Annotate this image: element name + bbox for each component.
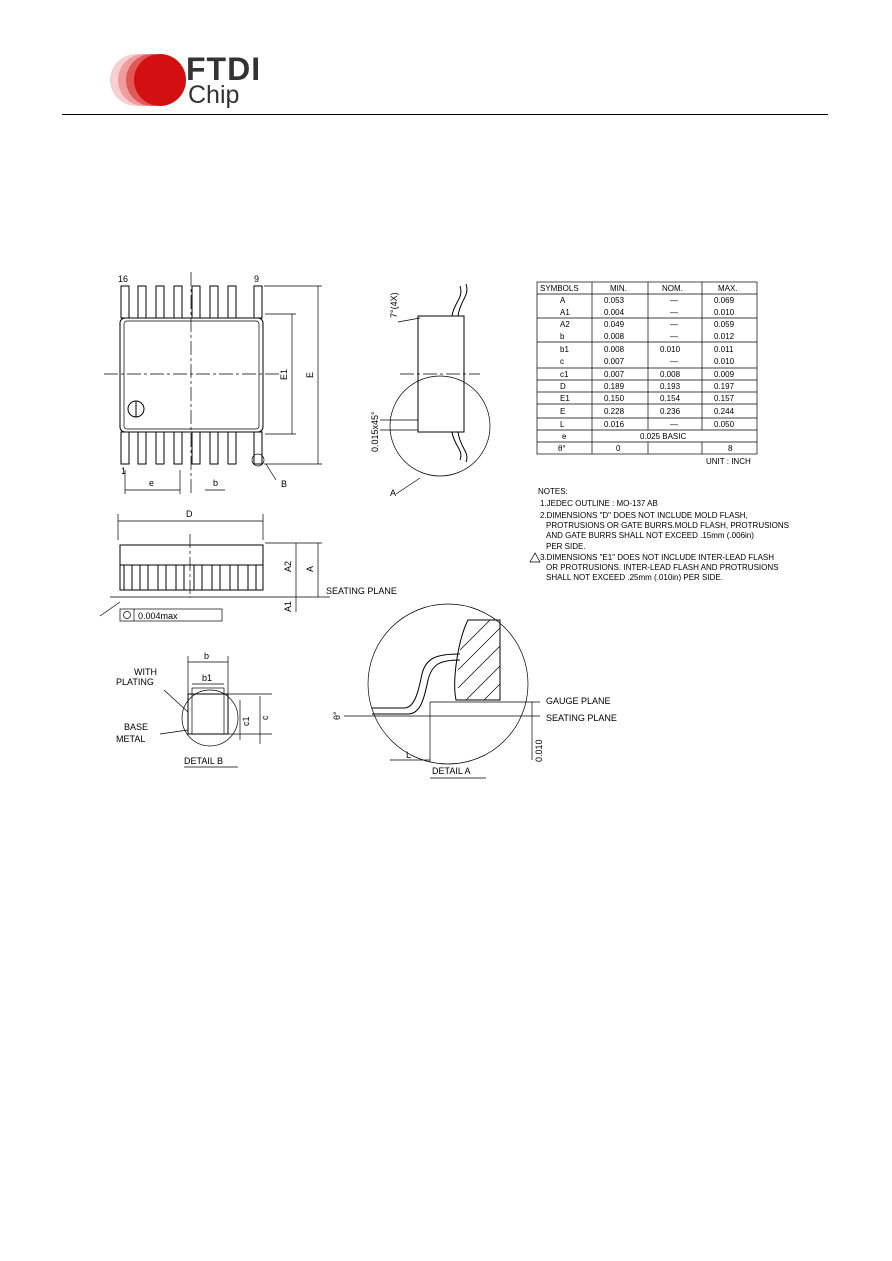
- logo-subtitle: Chip: [188, 81, 240, 109]
- note-2-line2: PROTRUSIONS OR GATE BURRS.MOLD FLASH, PROTRUSIONS: [546, 521, 789, 530]
- table-row: [560, 320, 735, 329]
- svg-text:0.157: 0.157: [714, 394, 735, 403]
- table-row: [562, 432, 686, 441]
- table-row: [560, 407, 735, 416]
- svg-text:0.154: 0.154: [660, 394, 681, 403]
- pin-16-label: 16: [118, 274, 129, 284]
- svg-text:E1: E1: [560, 394, 570, 403]
- lead-angle-label: 7°(4X): [389, 292, 399, 318]
- dim-e-label: e: [149, 478, 155, 488]
- svg-text:—: —: [670, 296, 678, 305]
- notes-title: NOTES:: [538, 487, 568, 496]
- with-plating-line1: WITH: [134, 667, 157, 677]
- table-header-min: MIN.: [610, 284, 627, 293]
- svg-text:—: —: [670, 308, 678, 317]
- table-row: [560, 382, 735, 391]
- svg-text:0.053: 0.053: [604, 296, 625, 305]
- svg-text:0.016: 0.016: [604, 420, 625, 429]
- detail-b-dim-c: c: [260, 715, 270, 720]
- svg-text:A1: A1: [560, 308, 570, 317]
- svg-text:—: —: [670, 320, 678, 329]
- svg-text:—: —: [670, 357, 678, 366]
- note-1: 1.JEDEC OUTLINE : MO-137 AB: [540, 499, 658, 508]
- note-2-line1: 2.DIMENSIONS "D" DOES NOT INCLUDE MOLD FLASH,: [540, 511, 748, 520]
- svg-text:0.050: 0.050: [714, 420, 735, 429]
- detail-b-view: [116, 651, 272, 767]
- note-2-line4: PER SIDE.: [546, 542, 586, 551]
- svg-text:0.069: 0.069: [714, 296, 735, 305]
- seating-plane-label: SEATING PLANE: [326, 586, 397, 596]
- svg-text:0.059: 0.059: [714, 320, 735, 329]
- svg-text:L: L: [560, 420, 565, 429]
- svg-text:0.008: 0.008: [604, 332, 625, 341]
- svg-text:0.007: 0.007: [604, 357, 625, 366]
- detail-b-dim-c1: c1: [241, 716, 251, 726]
- pin-1-label: 1: [121, 466, 127, 476]
- note-3-line3: SHALL NOT EXCEED .25mm (.010in) PER SIDE.: [546, 573, 723, 582]
- svg-text:0.193: 0.193: [660, 382, 681, 391]
- svg-text:D: D: [560, 382, 566, 391]
- note-2-line3: AND GATE BURRS SHALL NOT EXCEED .15mm (.006in): [546, 531, 754, 540]
- with-plating-line2: PLATING: [116, 677, 154, 687]
- table-row: [560, 357, 735, 366]
- dim-a2-label: A2: [283, 560, 293, 572]
- svg-text:0.007: 0.007: [604, 370, 625, 379]
- dim-e1-label: E1: [279, 368, 289, 380]
- detail-b-ref: B: [281, 479, 288, 489]
- front-view: [100, 509, 397, 621]
- svg-text:—: —: [670, 420, 678, 429]
- base-metal-line2: METAL: [116, 734, 146, 744]
- table-row: [560, 332, 735, 341]
- svg-text:0.010: 0.010: [660, 345, 681, 354]
- svg-text:0.236: 0.236: [660, 407, 681, 416]
- svg-text:0.010: 0.010: [714, 357, 735, 366]
- top-view: [104, 272, 322, 494]
- detail-a-0010: 0.010: [534, 739, 544, 762]
- table-header-nom: NOM.: [662, 284, 683, 293]
- svg-text:0.197: 0.197: [714, 382, 735, 391]
- dim-a1-label: A1: [283, 600, 293, 612]
- svg-text:0.009: 0.009: [714, 370, 735, 379]
- svg-text:0.049: 0.049: [604, 320, 625, 329]
- detail-a-view: [332, 604, 617, 778]
- dim-b-label: b: [213, 478, 219, 488]
- svg-text:b1: b1: [560, 345, 569, 354]
- table-header-symbols: SYMBOLS: [540, 284, 579, 293]
- detail-a-title: DETAIL A: [432, 766, 471, 776]
- svg-text:0.008: 0.008: [660, 370, 681, 379]
- gauge-plane-label: GAUGE PLANE: [546, 696, 611, 706]
- base-metal-line1: BASE: [124, 722, 149, 732]
- notes: [530, 487, 789, 582]
- svg-text:0.244: 0.244: [714, 407, 735, 416]
- svg-text:0.010: 0.010: [714, 308, 735, 317]
- detail-a-ref: A: [390, 488, 397, 498]
- svg-text:0.150: 0.150: [604, 394, 625, 403]
- table-row: [560, 345, 734, 354]
- svg-text:0.004: 0.004: [604, 308, 625, 317]
- note-3-warning-icon: [530, 553, 540, 562]
- note-3-line1: 3.DIMENSIONS "E1" DOES NOT INCLUDE INTER-LEAD FLASH: [540, 553, 775, 562]
- svg-text:0.008: 0.008: [604, 345, 625, 354]
- svg-text:e: e: [562, 432, 567, 441]
- svg-text:0.025 BASIC: 0.025 BASIC: [640, 432, 687, 441]
- dim-e-total-label: E: [305, 371, 315, 378]
- table-row: [560, 394, 735, 403]
- flatness-label: 0.004max: [138, 611, 178, 621]
- svg-text:0.011: 0.011: [714, 345, 734, 354]
- svg-text:θ°: θ°: [558, 444, 566, 453]
- chamfer-label: 0.015x45°: [370, 411, 380, 452]
- detail-b-dim-b: b: [204, 651, 210, 661]
- dim-a-label: A: [305, 565, 315, 572]
- side-view: [370, 284, 490, 498]
- svg-text:0.189: 0.189: [604, 382, 625, 391]
- dimension-table: [537, 282, 757, 466]
- table-header-max: MAX.: [718, 284, 738, 293]
- table-row: [558, 444, 733, 453]
- svg-text:c: c: [560, 357, 564, 366]
- detail-a-theta: θ°: [332, 711, 342, 720]
- table-row: [560, 308, 735, 317]
- svg-text:E: E: [560, 407, 566, 416]
- detail-b-dim-b1: b1: [202, 673, 213, 683]
- table-row: [560, 420, 735, 429]
- svg-text:c1: c1: [560, 370, 569, 379]
- pin-9-label: 9: [254, 274, 260, 284]
- table-row: [560, 370, 735, 379]
- svg-text:—: —: [670, 332, 678, 341]
- table-unit: UNIT : INCH: [706, 457, 751, 466]
- logo-wordmark: FTDI: [186, 51, 262, 87]
- svg-text:0.012: 0.012: [714, 332, 735, 341]
- table-row: [560, 296, 735, 305]
- svg-text:b: b: [560, 332, 565, 341]
- svg-text:A: A: [560, 296, 566, 305]
- svg-text:A2: A2: [560, 320, 570, 329]
- detail-b-title: DETAIL B: [184, 756, 224, 766]
- svg-text:8: 8: [728, 444, 733, 453]
- detail-a-seating-plane: SEATING PLANE: [546, 713, 617, 723]
- note-3-line2: OR PROTRUSIONS. INTER-LEAD FLASH AND PROTRUSIONS: [546, 563, 779, 572]
- svg-text:0.228: 0.228: [604, 407, 625, 416]
- detail-a-dim-l: L: [406, 750, 412, 760]
- svg-text:0: 0: [616, 444, 621, 453]
- dim-d-label: D: [186, 509, 193, 519]
